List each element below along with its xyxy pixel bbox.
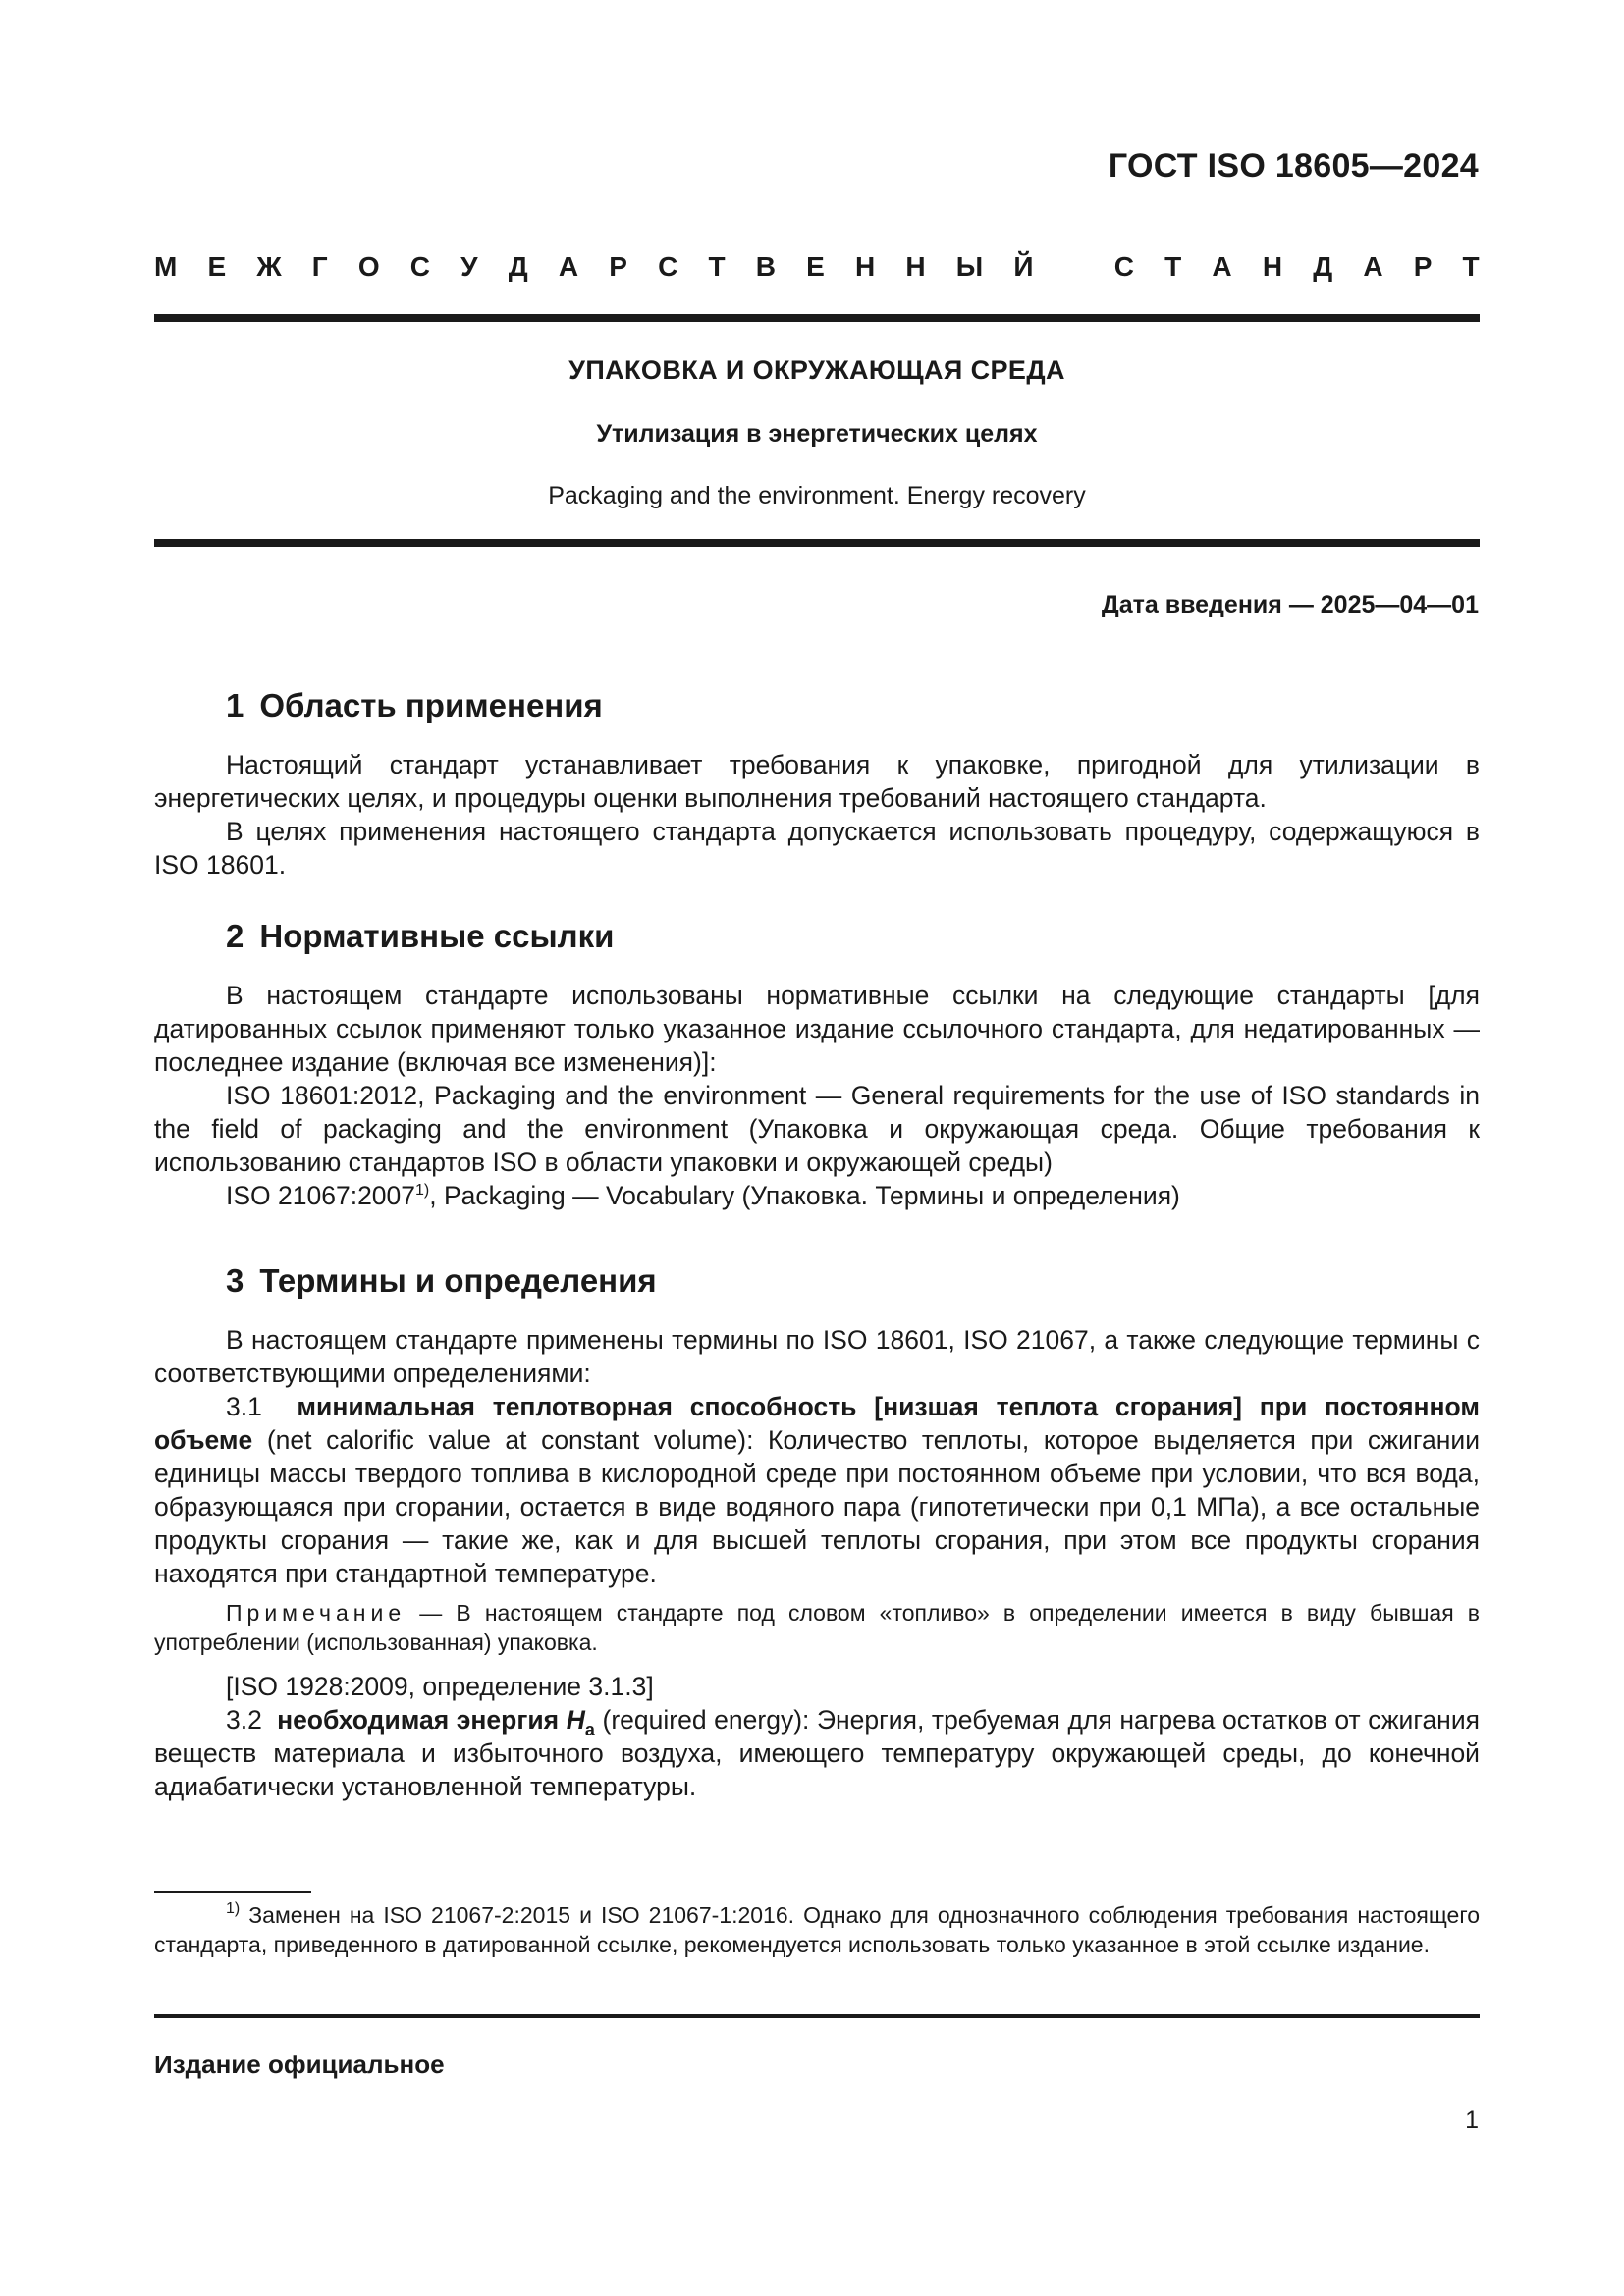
term-number: 3.2 xyxy=(226,1705,262,1735)
section-1-paragraph: В целях применения настоящего стандарта допускается использовать процедуру, содержащуюся в ISO 18601. xyxy=(154,817,1480,880)
banner-letter: Т xyxy=(1164,251,1182,282)
footnote-separator xyxy=(154,1891,311,1893)
banner-letter: Д xyxy=(508,251,528,282)
banner-letter: С xyxy=(658,251,678,282)
banner-letter: Ж xyxy=(256,251,282,282)
term-name: минимальная теплотворная способность [низшая теплота сгорания] при постоянном объеме xyxy=(154,1392,1480,1455)
banner-letter xyxy=(1064,251,1084,283)
page-number: 1 xyxy=(1465,2107,1479,2134)
section-1-title: Область применения xyxy=(259,687,603,723)
section-3-title: Термины и определения xyxy=(259,1262,657,1299)
section-3-heading xyxy=(226,1262,657,1300)
section-2-heading xyxy=(226,918,614,955)
banner-letter: А xyxy=(558,251,579,282)
term-note xyxy=(154,1598,1480,1657)
reference-item: ISO 18601:2012, Packaging and the environment — General requirements for the use of ISO standards in the field of packaging and the environment (Упаковка и окружающая среда. Общие требования к использованию стандартов ISO в области упаковки и окружающей среды) xyxy=(154,1081,1480,1177)
term-name: необходимая энергия xyxy=(277,1705,567,1735)
banner-letter: С xyxy=(409,251,430,282)
document-title: УПАКОВКА И ОКРУЖАЮЩАЯ СРЕДА xyxy=(568,355,1065,385)
banner-letter: М xyxy=(154,251,178,282)
banner-letter: Н xyxy=(1262,251,1283,282)
banner-letter: О xyxy=(357,251,380,282)
term-symbol: H xyxy=(566,1705,585,1735)
section-3-body-cont xyxy=(154,1670,1480,1803)
banner-letter: А xyxy=(1363,251,1383,282)
section-2-title: Нормативные ссылки xyxy=(259,918,615,954)
footnote-marker: 1) xyxy=(226,1900,241,1917)
term-3-2 xyxy=(154,1703,1480,1803)
banner-letter: Ы xyxy=(955,251,984,282)
section-2-number: 2 xyxy=(226,918,244,954)
document-title-english: Packaging and the environment. Energy recovery xyxy=(548,482,1086,509)
banner-letter: У xyxy=(460,251,478,282)
term-number: 3.1 xyxy=(226,1392,262,1421)
edition-label: Издание официальное xyxy=(154,2050,445,2079)
banner-letter: Е xyxy=(806,251,825,282)
banner-letter: Д xyxy=(1313,251,1333,282)
banner-letter: Р xyxy=(609,251,627,282)
section-1-heading xyxy=(226,687,603,724)
section-1-paragraph: Настоящий стандарт устанавливает требования к упаковке, пригодной для утилизации в энергетических целях, и процедуры оценки выполнения требований настоящего стандарта. xyxy=(154,750,1480,813)
section-3-body xyxy=(154,1323,1480,1590)
section-1-body xyxy=(154,748,1480,881)
term-definition: (net calorific value at constant volume): Количество теплоты, которое выделяется при сжигании единицы массы твердого топлива в кислородной среде при постоянном объеме при условии, что вся вода, образующаяся при сгорании, остается в виде водяного пара (гипотетически при 0,1 МПа), а все остальные продукты сгорания — такие же, как и для высшей теплоты сгорания, при этом все продукты сгорания находятся при стандартной температуре. xyxy=(154,1425,1480,1588)
banner-letter: Н xyxy=(905,251,926,282)
term-symbol-subscript: a xyxy=(584,1720,595,1739)
section-1-number: 1 xyxy=(226,687,244,723)
bottom-divider xyxy=(154,2014,1480,2018)
section-3-number: 3 xyxy=(226,1262,244,1299)
top-divider xyxy=(154,314,1480,322)
note-text: — В настоящем стандарте под словом «топливо» в определении имеется в виду бывшая в употреблении (использованная) упаковка. xyxy=(154,1600,1480,1655)
term-3-1 xyxy=(154,1390,1480,1590)
title-divider xyxy=(154,539,1480,547)
banner-letter: Т xyxy=(1462,251,1480,282)
footnote-ref[interactable]: 1) xyxy=(415,1182,430,1199)
banner-letter: А xyxy=(1212,251,1232,282)
reference-text: , Packaging — Vocabulary (Упаковка. Термины и определения) xyxy=(429,1181,1180,1210)
banner-letter: Н xyxy=(854,251,876,282)
banner-letter: Т xyxy=(708,251,726,282)
term-definition: (required energy): Энергия, требуемая для нагрева остатков от сжигания веществ материала и избыточного воздуха, имеющего температуру окружающей среды, до конечной адиабатически установленной температуры. xyxy=(154,1705,1480,1801)
reference-item xyxy=(154,1179,1480,1212)
section-2-paragraph: В настоящем стандарте использованы нормативные ссылки на следующие стандарты [для датированных ссылок применяют только указанное издание ссылочного стандарта, для недатированных — последнее издание (включая все изменения)]: xyxy=(154,981,1480,1077)
interstate-standard-banner xyxy=(154,251,1480,283)
footnote xyxy=(154,1900,1480,1959)
banner-letter: Р xyxy=(1413,251,1433,282)
section-3-paragraph: В настоящем стандарте применены термины по ISO 18601, ISO 21067, а также следующие термины с соответствующими определениями: xyxy=(154,1325,1480,1388)
section-2-body xyxy=(154,979,1480,1212)
standard-code: ГОСТ ISO 18605—2024 xyxy=(1108,147,1479,185)
banner-letter: В xyxy=(755,251,776,282)
note-label: Примечание xyxy=(226,1600,406,1626)
reference-code: ISO 21067:2007 xyxy=(226,1181,416,1210)
banner-letter: Й xyxy=(1013,251,1034,282)
introduction-date: Дата введения — 2025—04—01 xyxy=(1101,591,1479,618)
banner-letter: Г xyxy=(311,251,328,282)
document-subtitle: Утилизация в энергетических целях xyxy=(596,420,1038,448)
footnote-text: Заменен на ISO 21067-2:2015 и ISO 21067-1:2016. Однако для однозначного соблюдения требования настоящего стандарта, приведенного в датированной ссылке, рекомендуется использовать только указанное в этой ссылке издание. xyxy=(154,1902,1480,1957)
banner-letter: С xyxy=(1113,251,1134,282)
banner-letter: Е xyxy=(207,251,227,282)
term-source: [ISO 1928:2009, определение 3.1.3] xyxy=(226,1672,654,1701)
